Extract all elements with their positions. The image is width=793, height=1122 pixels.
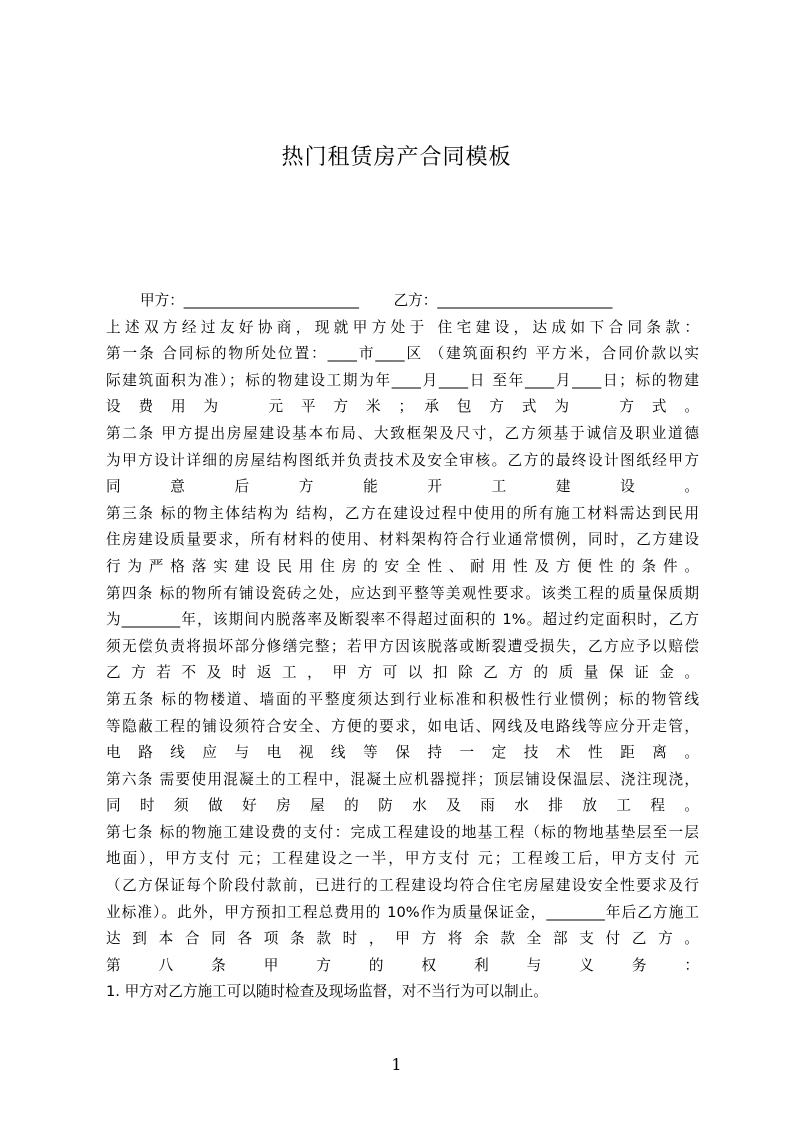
text-line: 第二条 甲方提出房屋建设基本布局、大致框架及尺寸，乙方须基于诚信及职业道德: [106, 424, 699, 442]
text-line: 同 意 后 方 能 开 工 建 设 。: [106, 478, 699, 496]
text-line: （乙方保证每个阶段付款前，已进行的工程建设均符合住宅房屋建设安全性要求及行: [106, 877, 699, 895]
contract-body: [106, 288, 699, 1006]
party-a-field: 甲方：________________________: [140, 292, 359, 309]
text-line: 第 八 条 甲 方 的 权 利 与 义 务 ：: [106, 956, 699, 974]
text-line: 业标准）。此外，甲方预扣工程总费用的 10%作为质量保证金，________年后乙方施工: [106, 903, 699, 921]
text-line: 达 到 本 合 同 各 项 条 款 时 ， 甲 方 将 余 款 全 部 支 付 乙 方 。: [106, 930, 699, 948]
parties-line: [106, 288, 699, 315]
text-line: 行为严格落实建设民用住房的安全性、耐用性及方便性的条件。: [106, 557, 699, 575]
text-line: 第一条 合同标的物所处位置：____市____区 （建筑面积约 平方米，合同价款以实: [106, 345, 699, 363]
text-line: 住房建设质量要求，所有材料的使用、材料架构符合行业通常惯例，同时，乙方建设: [106, 531, 699, 549]
text-line: 上述双方经过友好协商，现就甲方处于 住宅建设，达成如下合同条款：: [106, 318, 699, 336]
text-line: 须无偿负责将损坏部分修缮完整；若甲方因该脱落或断裂遭受损失，乙方应予以赔偿: [106, 637, 699, 655]
text-line: 设 费 用 为 元 平 方 米 ； 承 包 方 式 为 方 式 。: [106, 398, 699, 416]
text-line: 为________年，该期间内脱落率及断裂率不得超过面积的 1%。超过约定面积时，乙方: [106, 611, 699, 629]
document-title: 热门租赁房产合同模板: [281, 145, 512, 170]
page-number: 1: [391, 1055, 402, 1074]
text-line: 第五条 标的物楼道、墙面的平整度须达到行业标准和积极性行业惯例；标的物管线: [106, 690, 699, 708]
text-line: 1. 甲方对乙方施工可以随时检查及现场监督，对不当行为可以制止。: [106, 983, 548, 1001]
text-line: 际建筑面积为准）；标的物建设工期为年____月____日 至年____月____日；标的物建: [106, 371, 699, 389]
text-line: 为甲方设计详细的房屋结构图纸并负责技术及安全审核。乙方的最终设计图纸经甲方: [106, 451, 699, 469]
text-line: 电 路 线 应 与 电 视 线 等 保 持 一 定 技 术 性 距 离 。: [106, 744, 699, 762]
text-line: 第六条 需要使用混凝土的工程中，混凝土应机器搅拌；顶层铺设保温层、浇注现浇，: [106, 770, 699, 788]
text-line: 第三条 标的物主体结构为 结构，乙方在建设过程中使用的所有施工材料需达到民用: [106, 504, 699, 522]
text-line: 等隐蔽工程的铺设须符合安全、方便的要求，如电话、网线及电路线等应分开走管，: [106, 717, 699, 735]
text-line: 同 时 须 做 好 房 屋 的 防 水 及 雨 水 排 放 工 程 。: [106, 797, 699, 815]
text-line: 第四条 标的物所有铺设瓷砖之处，应达到平整等美观性要求。该类工程的质量保质期: [106, 584, 699, 602]
text-line: 第七条 标的物施工建设费的支付：完成工程建设的地基工程（标的物地基垫层至一层: [106, 823, 699, 841]
party-b-field: 乙方：________________________: [393, 292, 613, 309]
text-line: 乙 方 若 不 及 时 返 工 ， 甲 方 可 以 扣 除 乙 方 的 质 量 保 证 金 。: [106, 664, 699, 682]
text-line: 地面），甲方支付 元；工程建设之一半，甲方支付 元；工程竣工后，甲方支付 元: [106, 850, 699, 868]
